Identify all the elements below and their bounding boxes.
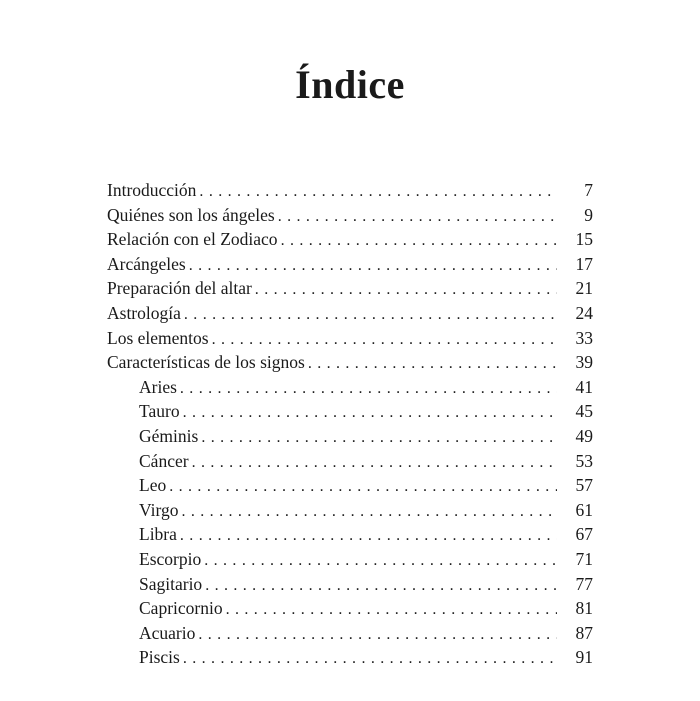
toc-subentry-label: Acuario xyxy=(139,622,196,643)
toc-subentry-page: 91 xyxy=(575,647,593,668)
toc-leader-dots xyxy=(183,401,557,426)
toc-entry-relacion-con-el-zodiaco[interactable] xyxy=(107,227,593,252)
toc-leader-dots xyxy=(205,574,557,599)
table-of-contents xyxy=(107,178,593,670)
toc-entry-label: Los elementos xyxy=(107,327,209,348)
toc-subentry-page: 71 xyxy=(575,548,593,569)
toc-subentry-page: 61 xyxy=(575,499,593,520)
toc-leader-dots xyxy=(192,451,557,476)
toc-leader-dots xyxy=(255,278,557,303)
toc-leader-dots xyxy=(189,254,557,279)
toc-leader-dots xyxy=(201,426,557,451)
toc-subentry-piscis[interactable] xyxy=(107,645,593,670)
toc-entry-page: 24 xyxy=(575,302,593,323)
toc-leader-dots xyxy=(180,377,557,402)
toc-leader-dots xyxy=(198,623,557,648)
toc-entry-quienes-son-los-angeles[interactable] xyxy=(107,203,593,228)
toc-entry-page: 7 xyxy=(584,180,593,200)
toc-entry-los-elementos[interactable] xyxy=(107,326,593,351)
toc-leader-dots xyxy=(226,598,557,623)
toc-subentry-cancer[interactable] xyxy=(107,449,593,474)
toc-entry-introduccion[interactable] xyxy=(107,178,593,203)
toc-entry-caracteristicas-de-los-signos[interactable] xyxy=(107,350,593,375)
toc-leader-dots xyxy=(199,180,557,205)
toc-leader-dots xyxy=(183,647,557,672)
toc-entry-page: 17 xyxy=(575,253,593,274)
toc-subentry-label: Leo xyxy=(139,475,167,496)
toc-subentry-geminis[interactable] xyxy=(107,424,593,449)
toc-subentry-page: 41 xyxy=(575,376,593,397)
toc-subentry-virgo[interactable] xyxy=(107,498,593,523)
toc-subentry-page: 87 xyxy=(575,622,593,643)
toc-subentry-tauro[interactable] xyxy=(107,399,593,424)
toc-subentry-page: 77 xyxy=(575,573,593,594)
toc-subentry-label: Aries xyxy=(139,376,177,397)
toc-subentry-label: Escorpio xyxy=(139,548,202,569)
toc-leader-dots xyxy=(308,352,557,377)
toc-subentry-acuario[interactable] xyxy=(107,621,593,646)
toc-subentry-page: 49 xyxy=(575,425,593,446)
toc-subentry-escorpio[interactable] xyxy=(107,547,593,572)
toc-subentry-capricornio[interactable] xyxy=(107,596,593,621)
toc-entry-preparacion-del-altar[interactable] xyxy=(107,276,593,301)
toc-leader-dots xyxy=(204,549,557,574)
toc-subentry-label: Capricornio xyxy=(139,598,223,619)
toc-entry-label: Astrología xyxy=(107,302,181,323)
toc-subentry-label: Tauro xyxy=(139,401,180,422)
toc-subentry-leo[interactable] xyxy=(107,473,593,498)
toc-leader-dots xyxy=(169,475,557,500)
toc-entry-page: 33 xyxy=(575,327,593,348)
toc-subentry-label: Sagitario xyxy=(139,573,203,594)
toc-leader-dots xyxy=(212,328,557,353)
toc-entry-page: 9 xyxy=(584,204,593,225)
toc-subentry-page: 53 xyxy=(575,450,593,471)
toc-subentry-sagitario[interactable] xyxy=(107,572,593,597)
toc-leader-dots xyxy=(184,303,557,328)
toc-subentry-page: 67 xyxy=(575,524,593,545)
toc-entry-label: Preparación del altar xyxy=(107,278,252,299)
toc-subentry-label: Virgo xyxy=(139,499,179,520)
toc-entry-arcangeles[interactable] xyxy=(107,252,593,277)
toc-leader-dots xyxy=(278,205,557,230)
toc-subentry-label: Cáncer xyxy=(139,450,189,471)
toc-entry-label: Introducción xyxy=(107,180,197,200)
toc-subentry-page: 45 xyxy=(575,401,593,422)
toc-entry-label: Relación con el Zodiaco xyxy=(107,229,278,250)
toc-leader-dots xyxy=(180,524,557,549)
toc-leader-dots xyxy=(281,229,557,254)
toc-entry-page: 39 xyxy=(575,352,593,373)
toc-leader-dots xyxy=(181,500,557,525)
toc-subentry-aries[interactable] xyxy=(107,375,593,400)
toc-subentry-libra[interactable] xyxy=(107,522,593,547)
toc-subentry-label: Libra xyxy=(139,524,177,545)
toc-subentry-page: 81 xyxy=(575,598,593,619)
toc-subentry-label: Géminis xyxy=(139,425,199,446)
toc-entry-astrologia[interactable] xyxy=(107,301,593,326)
toc-entry-page: 21 xyxy=(575,278,593,299)
toc-subentry-page: 57 xyxy=(575,475,593,496)
toc-subentry-label: Piscis xyxy=(139,647,180,668)
toc-entry-page: 15 xyxy=(575,229,593,250)
toc-entry-label: Características de los signos xyxy=(107,352,305,373)
toc-entry-label: Arcángeles xyxy=(107,253,186,274)
toc-entry-label: Quiénes son los ángeles xyxy=(107,204,275,225)
page-title: Índice xyxy=(295,61,405,107)
